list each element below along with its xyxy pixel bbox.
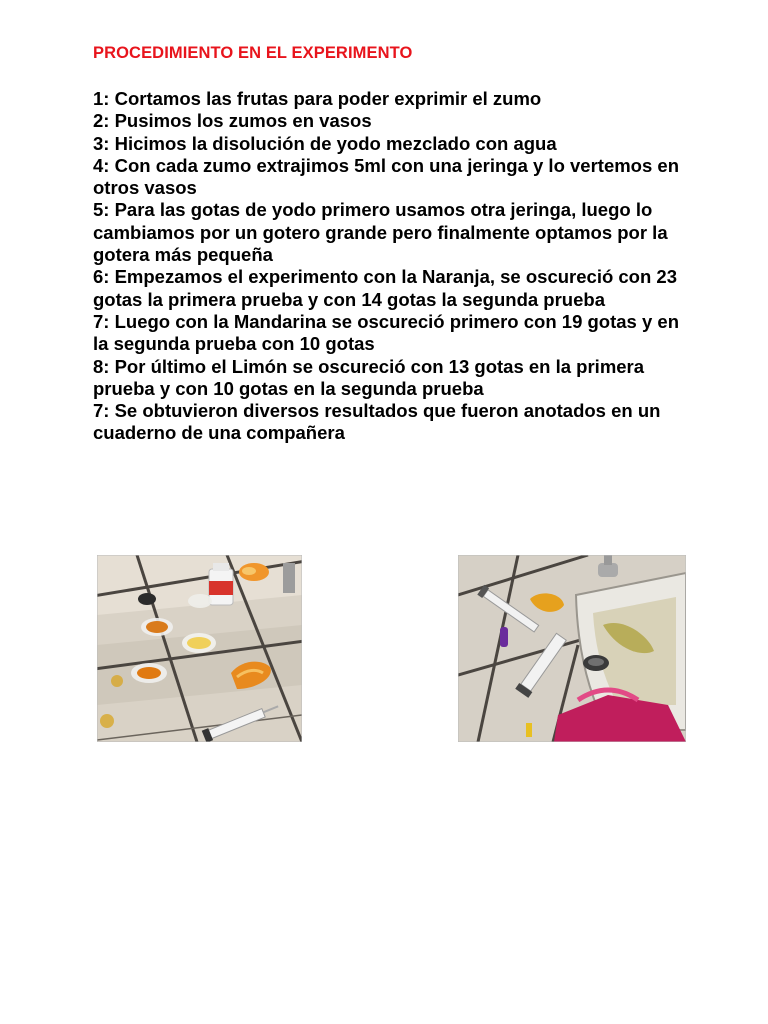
step-6: 6: Empezamos el experimento con la Naranja, se oscureció con 23 gotas la primera prueba y con 14 gotas la segunda prueba <box>93 266 678 310</box>
experiment-photo-cups <box>97 555 302 742</box>
page-title: PROCEDIMIENTO EN EL EXPERIMENTO <box>93 44 413 62</box>
experiment-photo-sink-image <box>458 555 686 742</box>
step-7: 7: Luego con la Mandarina se oscureció primero con 19 gotas y en la segunda prueba con 10 gotas <box>93 310 679 355</box>
step-1: 1: Cortamos las frutas para poder exprimir el zumo <box>93 88 542 109</box>
step-3: 3: Hicimos la disolución de yodo mezclado con agua <box>93 132 557 154</box>
procedure-steps <box>93 88 693 445</box>
experiment-photo-cups-image <box>97 555 302 742</box>
step-8: 8: Por último el Limón se oscureció con 13 gotas en la primera prueba y con 10 gotas en la segunda prueba <box>93 355 645 399</box>
step-9: 7: Se obtuvieron diversos resultados que fueron anotados en un cuaderno de una compañera <box>93 400 661 444</box>
step-5: 5: Para las gotas de yodo primero usamos otra jeringa, luego lo cambiamos por un gotero grande pero finalmente optamos por la gotera más pequeña <box>93 199 668 266</box>
step-4: 4: Con cada zumo extrajimos 5ml con una jeringa y lo vertemos en otros vasos <box>93 154 680 199</box>
step-2: 2: Pusimos los zumos en vasos <box>93 110 372 132</box>
experiment-photo-sink <box>458 555 686 742</box>
